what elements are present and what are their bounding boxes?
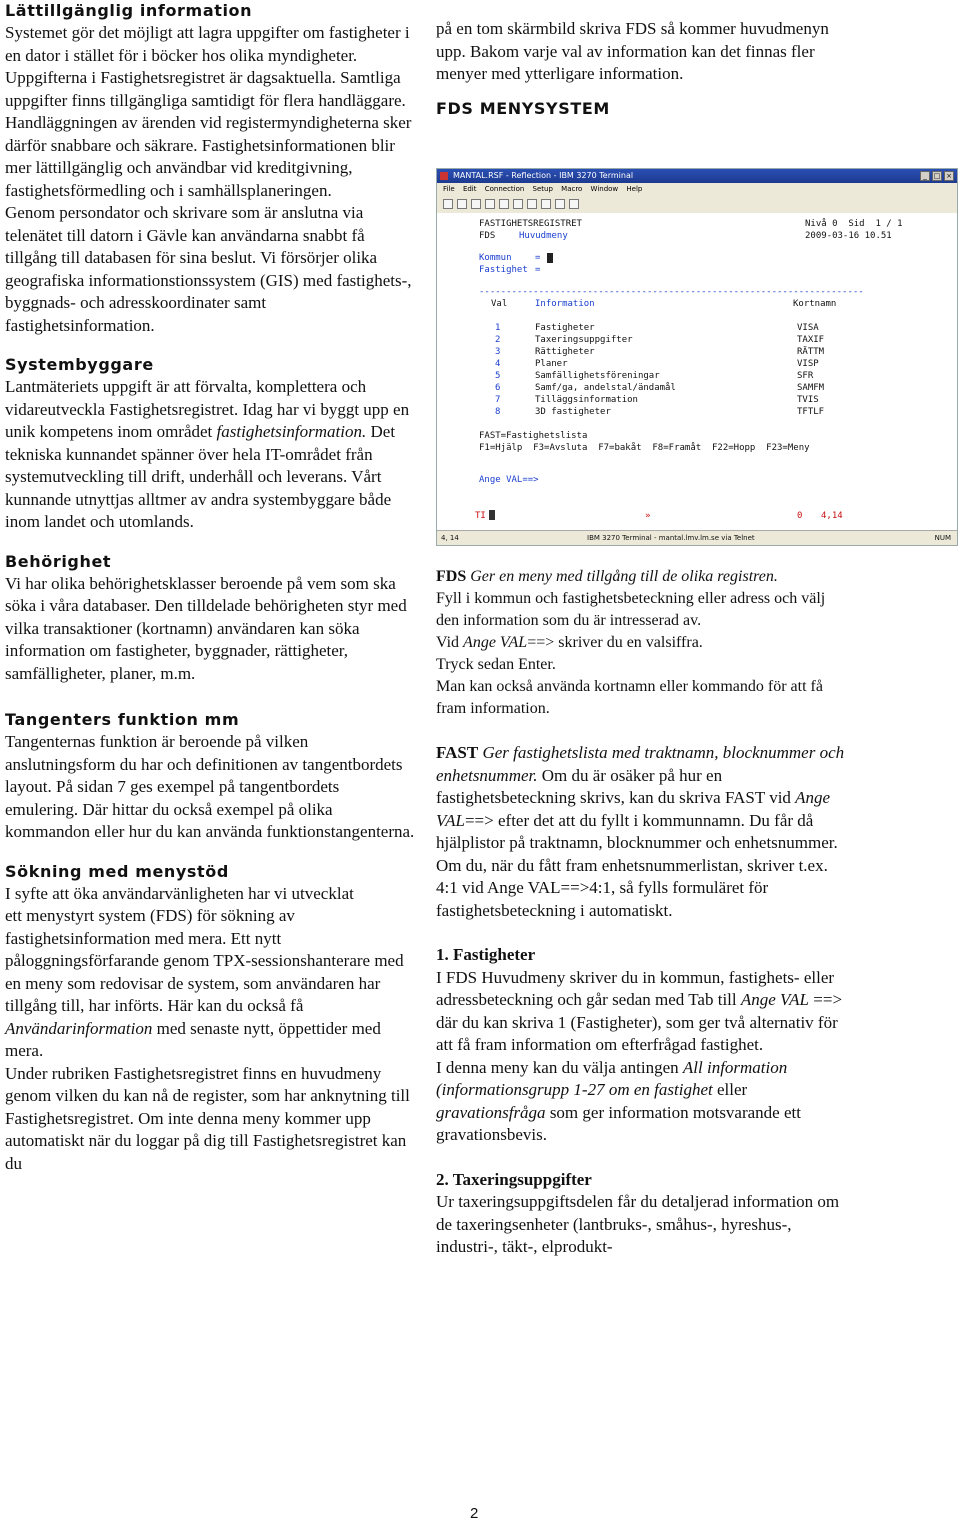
menu-number: 5 <box>495 371 501 381</box>
heading-fastigheter: 1. Fastigheter <box>436 945 536 964</box>
menu-shortname: TAXIF <box>797 335 825 345</box>
status-connection: IBM 3270 Terminal - mantal.lmv.lm.se via Telnet <box>587 534 755 542</box>
menu-shortname: VISA <box>797 323 819 333</box>
left-column <box>5 0 415 1175</box>
cursor <box>547 253 553 263</box>
new-icon[interactable] <box>443 199 453 209</box>
col-information: Information <box>535 299 595 309</box>
main-menu-label: Huvudmeny <box>519 231 568 241</box>
paste-icon[interactable] <box>527 199 537 209</box>
cursor-position: 4,14 <box>821 511 843 521</box>
screen-title: FASTIGHETSREGISTRET <box>479 219 582 229</box>
open-icon[interactable] <box>457 199 467 209</box>
menu-option[interactable]: Samf/ga, andelstal/ändamål <box>535 383 676 393</box>
minimize-icon[interactable]: _ <box>920 171 930 181</box>
caption-fds: FDS Ger en meny med tillgång till de olika registren. <box>436 568 778 585</box>
cut-icon[interactable] <box>499 199 509 209</box>
heading-sokning: Sökning med menystöd <box>5 861 229 881</box>
fds-label: FDS <box>479 231 496 241</box>
kommun-eq: = <box>535 253 541 263</box>
paragraph: Genom persondator och skrivare som är anslutna via telenätet till datorn i Gävle kan användarna snabbt få tillgång till databasen för sina beslut. Vi försörjer olika geografiska informationstionssystem (GIS) med fastighets-, byggnads- och adresskoordinater samt fastighetsinformation. <box>5 203 412 335</box>
status-num: NUM <box>934 534 951 542</box>
close-icon[interactable]: × <box>944 171 954 181</box>
paragraph: Vi har olika behörighetsklasser beroende på vem som ska söka i våra databaser. Den tilldelade behörigheten styr med vilka transaktioner (kortnamn) användaren kan söka information om fastigheter, byggnader, rättigheter, samfälligheter, planer, m.m. <box>5 573 407 683</box>
heading-taxeringsuppgifter: 2. Taxeringsuppgifter <box>436 1169 592 1189</box>
paragraph: Ur taxeringsuppgiftsdelen får du detaljerad information om de taxeringsenheter (lantbruks-, småhus-, hyreshus-, industri-, täkt-, elprodukt- <box>436 1192 840 1256</box>
paragraph: Tangenternas funktion är beroende på vilken anslutningsform du har och definitionen av tangentbordets layout. På sidan 7 ges exempel på tangentbordets emulering. Där hittar du också exempel på olika kommandon eller hur du kan använda funktionstangenterna. <box>5 732 415 841</box>
terminal-screen[interactable] <box>437 213 957 531</box>
paragraph: ett menystyrt system (FDS) för sökning av fastighetsinformation med mera. Ett nytt påloggningsförfarande genom TPX-sessionshanterare med en meny som redovisar de system, som användaren har tillgång till, har införts. Här kan du också få Användarinformation med senaste nytt, öppettider med mera. <box>5 906 404 1060</box>
status-cursor <box>489 510 495 520</box>
menu-number: 2 <box>495 335 501 345</box>
zero-indicator: 0 <box>797 511 803 521</box>
datetime: 2009-03-16 10.51 <box>805 231 892 241</box>
menu-option[interactable]: Samfällighetsföreningar <box>535 371 660 381</box>
menu-option[interactable]: Planer <box>535 359 568 369</box>
paragraph: Under rubriken Fastighetsregistret finns en huvudmeny genom vilken du kan nå de register, som har anknytning till Fastighetsregistret. Om inte denna meny kommer upp automatiskt när du loggar på dig till Fastighetsregistret kan du <box>5 1063 410 1173</box>
paragraph: I syfte att öka användarvänligheten har vi utvecklat <box>5 883 354 903</box>
fast-list-hint: FAST=Fastighetslista <box>479 431 588 441</box>
copy-icon[interactable] <box>513 199 523 209</box>
menu-number: 1 <box>495 323 501 333</box>
paragraph: Systemet gör det möjligt att lagra uppgifter om fastigheter i en dator i stället för i böcker hos olika myndigheter. Uppgifterna i Fastighetsregistret är dagsaktuella. Samtliga uppgifter finns tillgängliga samtidigt för flera handläggare. Handläggningen av ärenden vid registermyndigheterna sker därför snabbare och säkrare. Fastighetsinformationen blir mer lättillgänglig och användbar vid kreditgivning, fastighetsförmedling och i samhällsplaneringen. <box>5 23 412 200</box>
menu-shortname: TFTLF <box>797 407 825 417</box>
ange-val-prompt[interactable]: Ange VAL==> <box>479 475 539 485</box>
terminal-toolbar <box>437 195 957 214</box>
app-icon <box>440 172 448 180</box>
caption: Fyll i kommun och fastighetsbeteckning eller adress och välj den information som du är intresserad av. <box>436 590 826 629</box>
terminal-statusbar <box>437 530 957 545</box>
menu-option[interactable]: Fastigheter <box>535 323 595 333</box>
menu-option[interactable]: Tilläggsinformation <box>535 395 638 405</box>
menu-shortname: TVIS <box>797 395 819 405</box>
paragraph: I FDS Huvudmeny skriver du in kommun, fastighets- eller adressbeteckning och går sedan med Tab till Ange VAL ==> där du kan skriva 1 (Fastigheter), som ger två alternativ för att få fram information om efterfrågad fastighet. <box>436 967 843 1054</box>
disconnect-icon[interactable] <box>555 199 565 209</box>
save-icon[interactable] <box>471 199 481 209</box>
menu-number: 4 <box>495 359 501 369</box>
fastighet-label: Fastighet <box>479 265 528 275</box>
caption: Vid Ange VAL==> skriver du en valsiffra. <box>436 634 703 651</box>
terminal-titlebar: MANTAL.RSF - Reflection - IBM 3270 Terminal _ □ × <box>437 169 957 183</box>
level-page: Nivå 0 Sid 1 / 1 <box>805 219 903 229</box>
kommun-label: Kommun <box>479 253 512 263</box>
ti-indicator: TI <box>475 511 486 521</box>
separator: ----------------------------------------------------------------------- <box>479 287 864 297</box>
heading-fds-menysystem: FDS MENYSYSTEM <box>436 98 610 118</box>
menu-shortname: SFR <box>797 371 814 381</box>
right-column-top <box>436 18 846 120</box>
menu-option[interactable]: Rättigheter <box>535 347 595 357</box>
heading-tangenters: Tangenters funktion mm <box>5 710 240 729</box>
right-column-bottom <box>436 566 846 1259</box>
print-icon[interactable] <box>485 199 495 209</box>
menu-shortname: SAMFM <box>797 383 825 393</box>
fastighet-eq: = <box>535 265 541 275</box>
menu-number: 6 <box>495 383 501 393</box>
col-kortnamn: Kortnamn <box>793 299 837 309</box>
paragraph: Lantmäteriets uppgift är att förvalta, komplettera och vidareutveckla Fastighetsregistret. Idag har vi byggt upp en unik kompetens inom området fastighetsinformation. Det tekniska kunnandet spänner över hela IT-området från systemutveckling till drift, underhåll och leverans. Vårt kunnande utnyttjas alltmer av andra systembyggare både inom landet och utomlands. <box>5 377 410 531</box>
terminal-menubar[interactable]: File Edit Connection Setup Macro Window Help <box>437 183 957 195</box>
caption: Man kan också använda kortnamn eller kommando för att få fram information. <box>436 678 823 717</box>
heading-behorighet: Behörighet <box>5 551 112 571</box>
paragraph-fast: FAST Ger fastighetslista med traktnamn, blocknummer och enhetsnummer. Om du är osäker på hur en fastighetsbeteckning skrivs, kan du skriva FAST vid Ange VAL==> efter det att du fyllt i kommunnamn. Du får då hjälplistor på traktnamn, blocknummer och enhetsnummer. <box>436 743 845 852</box>
menu-number: 7 <box>495 395 501 405</box>
help-icon[interactable] <box>569 199 579 209</box>
col-val: Val <box>491 299 508 309</box>
terminal-window <box>436 168 958 546</box>
caption: Tryck sedan Enter. <box>436 656 556 673</box>
connect-icon[interactable] <box>541 199 551 209</box>
heading-lattillganglig: Lättillgänglig information <box>5 1 253 20</box>
menu-option[interactable]: Taxeringsuppgifter <box>535 335 633 345</box>
status-position: 4, 14 <box>441 534 459 542</box>
function-keys: F1=Hjälp F3=Avsluta F7=bakåt F8=Framåt F22=Hopp F23=Meny <box>479 443 810 453</box>
paragraph: I denna meny kan du välja antingen All information (informationsgrupp 1-27 om en fastighet eller gravationsfråga som ger information motsvarande ett gravationsbevis. <box>436 1057 801 1144</box>
arrows-indicator: » <box>645 511 651 521</box>
page-number: 2 <box>470 1505 479 1522</box>
menu-number: 3 <box>495 347 501 357</box>
paragraph: Om du, när du fått fram enhetsnummerlistan, skriver t.ex. 4:1 vid Ange VAL==>4:1, så fylls formuläret för fastighetsbeteckning i automatiskt. <box>436 855 828 920</box>
heading-systembyggare: Systembyggare <box>5 355 154 374</box>
menu-option[interactable]: 3D fastigheter <box>535 407 611 417</box>
menu-number: 8 <box>495 407 501 417</box>
menu-shortname: RÄTTM <box>797 347 825 357</box>
menu-shortname: VISP <box>797 359 819 369</box>
maximize-icon[interactable]: □ <box>933 172 941 180</box>
paragraph: på en tom skärmbild skriva FDS så kommer huvudmenyn upp. Bakom varje val av information kan det finnas fler menyer med ytterligare information. <box>436 19 829 83</box>
